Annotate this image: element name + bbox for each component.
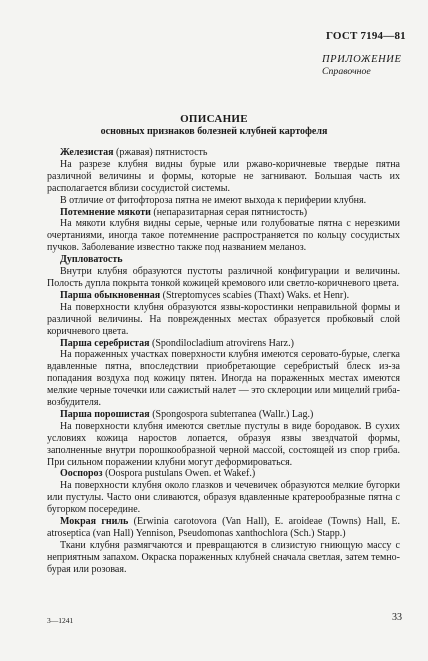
disease-heading (47, 254, 400, 266)
disease-name: Парша порошистая (60, 408, 150, 420)
disease-name: Потемнение мякоти (60, 206, 151, 218)
disease-heading: Мокрая гниль (Erwinia carotovora (Van Hall), E. aroideae (Towns) Hall, E. atroseptica (van Hall) Yennison, Pseudomonas xanthochlora (Sch.) Stapp.) (47, 516, 400, 539)
description-paragraph: На пораженных участках поверхности клубня имеются серовато-бурые, слегка вдавленные пятна, впоследствии приобретающие серебристый блеск из-за попадания воздуха под кожицу пятен. Иногда на пораженных местах имеются мелкие черные точечки или сажистый налет — это склероции или мицелий гриба-возбудителя. (47, 349, 400, 409)
disease-name: Мокрая гниль (60, 516, 129, 528)
body-text (47, 147, 400, 576)
description-paragraph: На поверхности клубня образуются язвы-коростинки неправильной формы и различной величины. На поврежденных местах образуется пробковый слой коричневого цвета. (47, 301, 400, 337)
description-paragraph: На разрезе клубня видны бурые или ржаво-коричневые твердые пятна различной величины и формы, которые не загнивают. Большая часть их располагается вблизи сосудистой системы. (47, 158, 400, 194)
description-paragraph: Ткани клубня размягчаются и превращаются в слизистую гниющую массу с неприятным запахом. Окраска пораженных клубней сначала светлая, затем темно-бурая или розовая. (47, 539, 400, 575)
section-title: ОПИСАНИЕ (180, 113, 248, 125)
disease-name: Железистая (60, 147, 114, 158)
page-number: 33 (392, 612, 402, 623)
description-paragraph: В отличие от фитофтороза пятна не имеют выхода к периферии клубня. (60, 194, 367, 206)
disease-heading: Парша порошистая (Spongospora subterranea (Wallr.) Lag.) (60, 408, 314, 420)
disease-heading: Потемнение мякоти (непаразитарная серая пятнистость) (60, 206, 308, 218)
disease-heading: Парша обыкновенная (Streptomyces scabies (Thaxt) Waks. et Henr). (60, 289, 350, 301)
print-code: 3—1241 (47, 616, 74, 625)
disease-name: Дупловатость (60, 254, 123, 266)
description-paragraph: На поверхности клубня имеются светлые пустулы в виде бородавок. В сухих условиях кожица наростов лопается, образуя язвы звездчатой формы, заполненные внутри порошкообразной черной массой, состоящей из спор гриба. При сильном поражении клубни могут деформироваться. (47, 420, 400, 468)
disease-name: Парша серебристая (60, 337, 150, 349)
description-paragraph: Внутри клубня образуются пустоты различной конфигурации и величины. Полость дупла покрыта тонкой кожицей кремового или светло-коричневого цвета. (47, 266, 400, 289)
disease-name: Парша обыкновенная (60, 289, 161, 301)
description-paragraph: На мякоти клубня видны серые, черные или голубоватые пятна с нерезкими очертаниями, иногда такое потемнение распространяется по кольцу сосудистых пучков. Заболевание известно также под названием меланоз. (47, 218, 400, 254)
disease-heading: Ооспороз (Oospora pustulans Owen. et Wakef.) (60, 468, 256, 480)
reference-label: Справочное (322, 66, 371, 77)
disease-heading: Железистая (ржавая) пятнистость (60, 147, 208, 158)
section-subtitle: основных признаков болезней клубней картофеля (100, 126, 328, 137)
description-paragraph: На поверхности клубня около глазков и чечевичек образуются мелкие бугорки или пустулы. Часто они сливаются, образуя вдавленные кратерообразные пятна с бугорком посередине. (47, 480, 400, 516)
disease-name: Ооспороз (60, 468, 103, 480)
disease-heading: Парша серебристая (Spondilocladium atrovirens Harz.) (60, 337, 294, 349)
appendix-label: ПРИЛОЖЕНИЕ (322, 54, 402, 65)
standard-number: ГОСТ 7194—81 (326, 30, 406, 42)
